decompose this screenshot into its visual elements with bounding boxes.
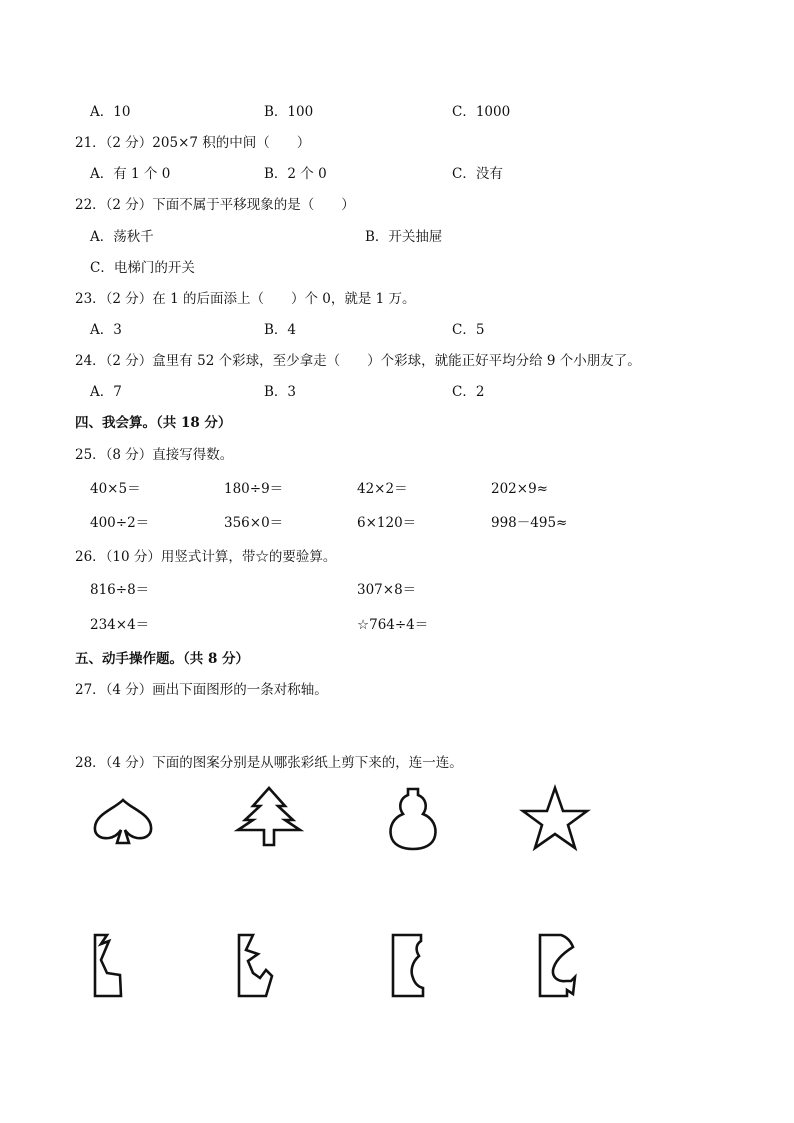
q25-item: 6×120＝ (357, 515, 417, 531)
q21-stem: 21．（2 分）205×7 积的中间（ ） (75, 135, 311, 151)
folded-paper-zigzag-icon (90, 930, 140, 1005)
q23-option-c: C．5 (452, 322, 485, 338)
q22-option-a: A．荡秋千 (90, 229, 154, 245)
q25-item: 356×0＝ (224, 515, 284, 531)
star-icon (520, 785, 590, 853)
folded-paper-star-cut-icon (232, 930, 287, 1005)
folded-paper-gourd-cut-icon (385, 930, 440, 1005)
q25-item: 998－495≈ (491, 515, 568, 531)
section-5-title: 五、动手操作题。（共 8 分） (75, 651, 250, 667)
section-4-title: 四、我会算。（共 18 分） (75, 415, 232, 431)
q25-item: 400÷2＝ (90, 515, 150, 531)
q21-option-c: C．没有 (452, 166, 503, 182)
q25-item: 202×9≈ (491, 481, 548, 497)
q23-option-b: B．4 (264, 322, 297, 338)
q25-item: 42×2＝ (357, 481, 408, 497)
q27-stem: 27．（4 分）画出下面图形的一条对称轴。 (75, 682, 328, 698)
q28-stem: 28．（4 分）下面的图案分别是从哪张彩纸上剪下来的，连一连。 (75, 755, 463, 771)
q24-stem: 24．（2 分）盒里有 52 个彩球，至少拿走（ ）个彩球，就能正好平均分给 9 个小朋友了。 (75, 353, 641, 369)
q23-stem: 23．（2 分）在 1 的后面添上（ ）个 0，就是 1 万。 (75, 291, 416, 307)
tree-icon (234, 785, 304, 850)
q20-option-c: C．1000 (452, 104, 511, 120)
q24-option-c: C．2 (452, 384, 485, 400)
q25-item: 40×5＝ (90, 481, 141, 497)
q22-stem: 22．（2 分）下面不属于平移现象的是（ ） (75, 197, 355, 213)
q26-item: ☆764÷4＝ (357, 617, 429, 633)
q21-option-b: B．2 个 0 (264, 166, 327, 182)
q26-stem: 26．（10 分）用竖式计算，带☆的要验算。 (75, 549, 337, 565)
q20-option-a: A．10 (90, 104, 131, 120)
gourd-icon (383, 785, 443, 853)
q22-option-c: C．电梯门的开关 (90, 260, 195, 276)
spade-icon (90, 795, 160, 850)
q26-item: 234×4＝ (90, 617, 150, 633)
q24-option-b: B．3 (264, 384, 297, 400)
q20-option-b: B．100 (264, 104, 314, 120)
q23-option-a: A．3 (90, 322, 122, 338)
q25-stem: 25．（8 分）直接写得数。 (75, 447, 234, 463)
q26-item: 307×8＝ (357, 582, 417, 598)
q21-option-a: A．有 1 个 0 (90, 166, 171, 182)
q25-item: 180÷9＝ (224, 481, 284, 497)
q24-option-a: A．7 (90, 384, 122, 400)
q26-item: 816÷8＝ (90, 582, 150, 598)
folded-paper-spade-cut-icon (533, 930, 588, 1005)
q22-option-b: B．开关抽屉 (365, 229, 443, 245)
